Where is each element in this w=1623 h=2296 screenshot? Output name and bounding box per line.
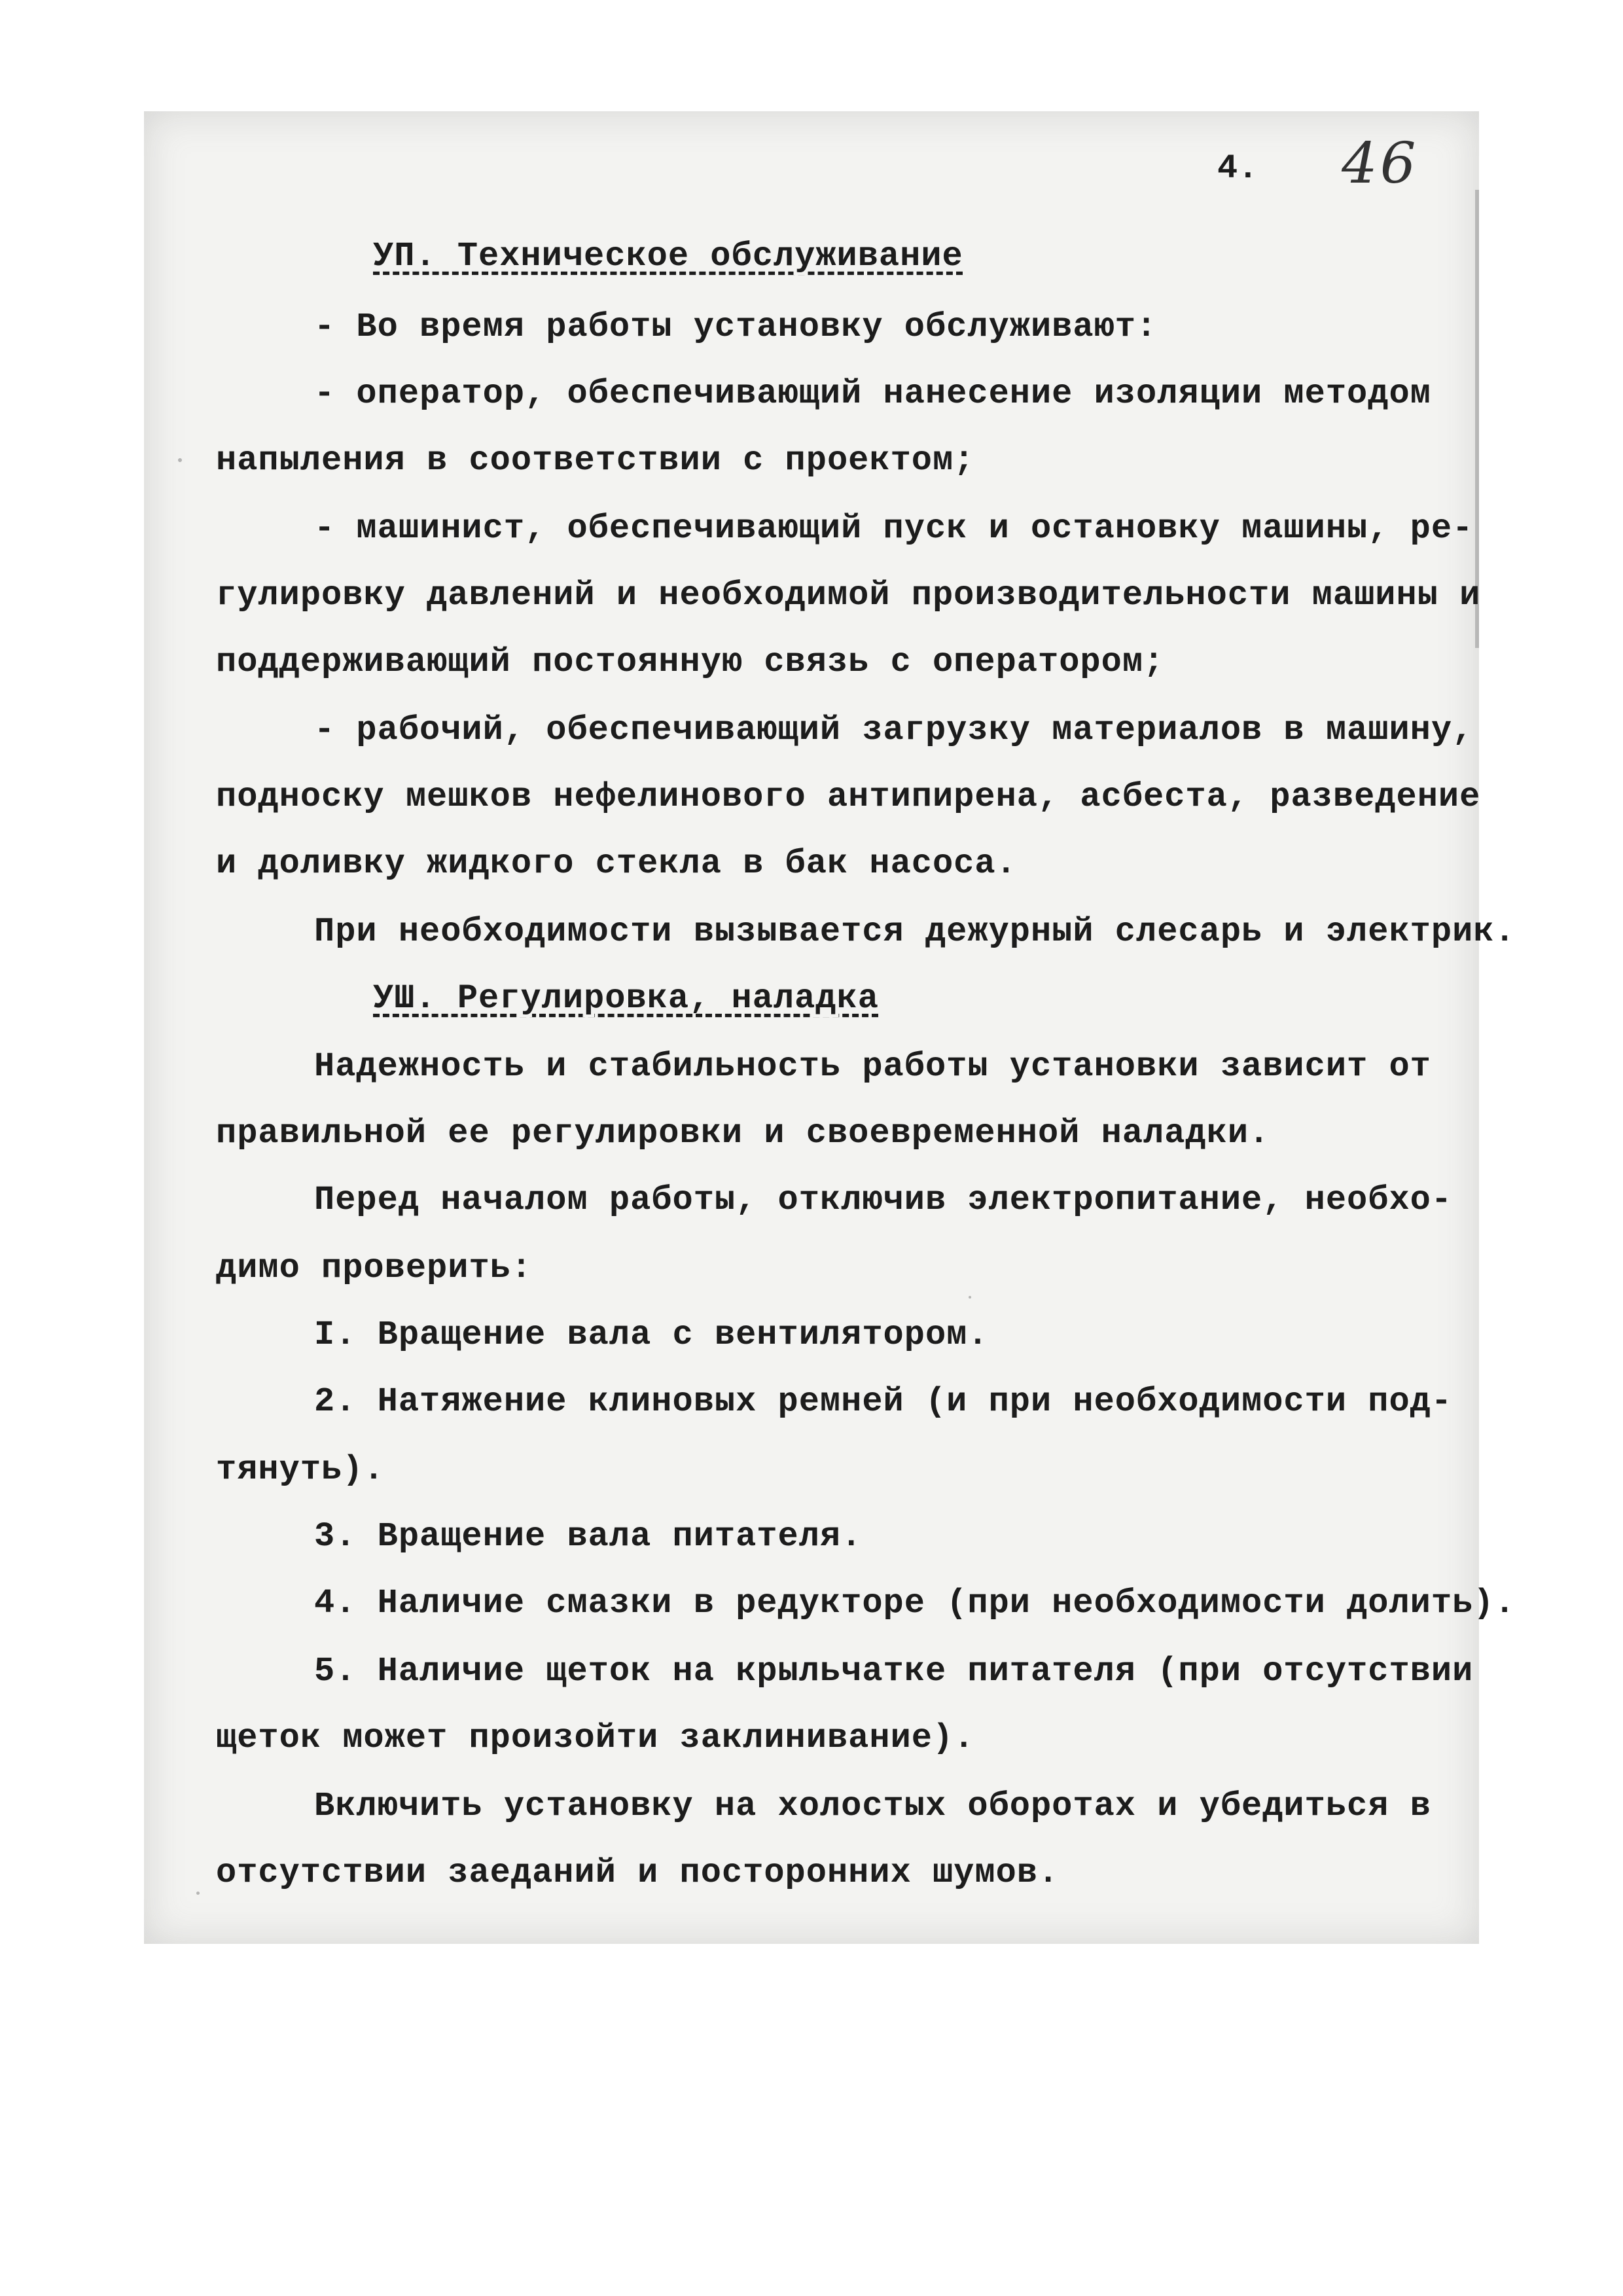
- section-7-heading: УП. Техническое обслуживание: [373, 237, 963, 276]
- section-8-heading: УШ. Регулировка, наладка: [373, 979, 879, 1018]
- text-line: и доливку жидкого стекла в бак насоса.: [216, 844, 1017, 883]
- scan-speck: [196, 1892, 200, 1895]
- text-line: - рабочий, обеспечивающий загрузку материалов в машину,: [314, 711, 1474, 749]
- text-line: При необходимости вызывается дежурный слесарь и электрик.: [314, 912, 1516, 951]
- text-line: Перед началом работы, отключив электропитание, необхо-: [314, 1181, 1453, 1219]
- list-item-5-continued: щеток может произойти заклинивание).: [216, 1719, 975, 1757]
- text-line: - Во время работы установку обслуживают:: [314, 308, 1158, 346]
- text-line: гулировку давлений и необходимой производительности машины и: [216, 576, 1481, 615]
- text-line: димо проверить:: [216, 1249, 533, 1287]
- list-item-4: 4. Наличие смазки в редукторе (при необходимости долить).: [314, 1584, 1516, 1623]
- scan-speck: [969, 1296, 971, 1299]
- list-item-1: I. Вращение вала с вентилятором.: [314, 1316, 989, 1354]
- text-line: поддерживающий постоянную связь с оператором;: [216, 643, 1165, 681]
- handwritten-page-number: 46: [1342, 131, 1419, 196]
- text-line: - машинист, обеспечивающий пуск и остановку машины, ре-: [314, 509, 1474, 548]
- text-line: подноску мешков нефелинового антипирена, асбеста, разведение: [216, 778, 1481, 816]
- page-number: 4.: [1217, 149, 1258, 188]
- list-item-2: 2. Натяжение клиновых ремней (и при необходимости под-: [314, 1382, 1453, 1421]
- text-line: Надежность и стабильность работы установки зависит от: [314, 1047, 1431, 1086]
- list-item-3: 3. Вращение вала питателя.: [314, 1517, 863, 1556]
- scan-speck: [178, 458, 182, 462]
- text-line: правильной ее регулировки и своевременной наладки.: [216, 1114, 1270, 1153]
- text-line: напыления в соответствии с проектом;: [216, 441, 975, 480]
- text-line: отсутствии заеданий и посторонних шумов.: [216, 1854, 1060, 1892]
- list-item-2-continued: тянуть).: [216, 1450, 385, 1489]
- list-item-5: 5. Наличие щеток на крыльчатке питателя (при отсутствии: [314, 1652, 1474, 1691]
- text-line: Включить установку на холостых оборотах и убедиться в: [314, 1787, 1431, 1825]
- text-line: - оператор, обеспечивающий нанесение изоляции методом: [314, 374, 1431, 413]
